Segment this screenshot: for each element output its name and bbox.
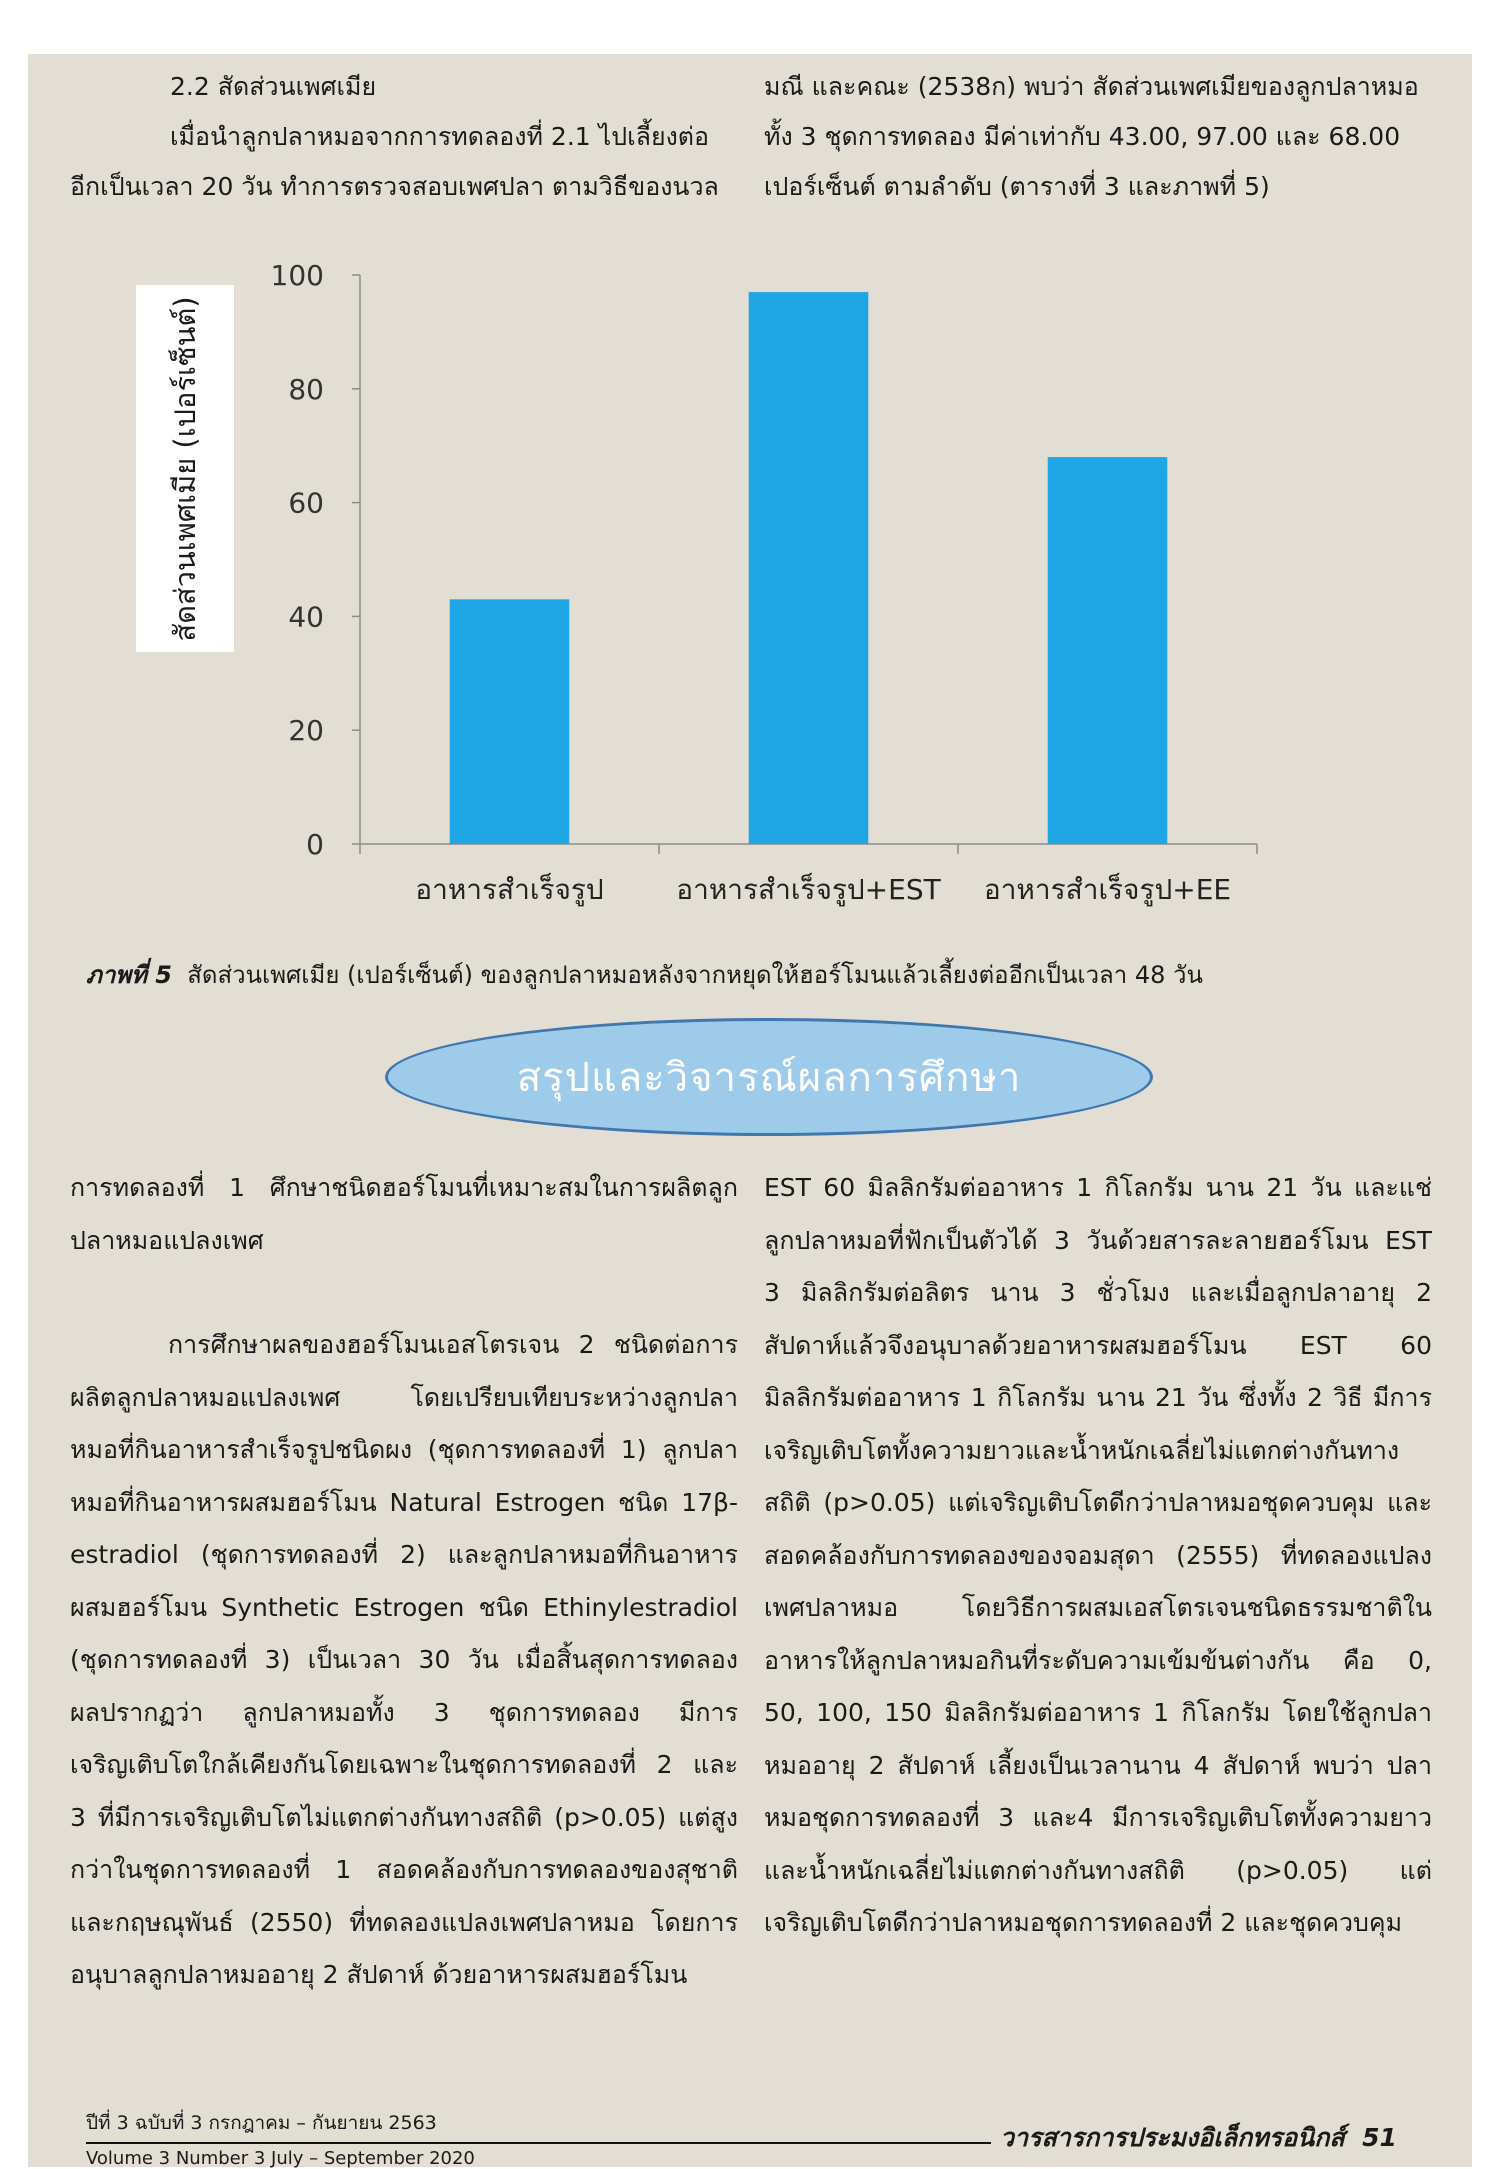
left-paragraph-1 [70, 1162, 738, 1267]
body-line: หมอที่กินอาหารผสมฮอร์โมน Natural Estrogen ชนิด 17β- [70, 1487, 738, 1517]
body-line: (ชุดการทดลองที่ 3) เป็นเวลา 30 วัน เมื่อสิ้นสุดการทดลอง [70, 1645, 738, 1674]
body-line: หมอชุดการทดลองที่ 3 และ4 มีการเจริญเติบโตทั้งความยาว [764, 1803, 1432, 1832]
body-line: เจริญเติบโตดีกว่าปลาหมอชุดการทดลองที่ 2 และชุดควบคุม [764, 1908, 1403, 1937]
body-line: สอดคล้องกับการทดลองของจอมสุดา (2555) ที่ทดลองแปลง [764, 1540, 1432, 1570]
y-tick-label: 40 [288, 600, 324, 634]
body-line: เพศปลาหมอ โดยวิธีการผสมเอสโตรเจนชนิดธรรมชาติใน [764, 1593, 1432, 1622]
bar [749, 292, 869, 844]
y-axis-label-box [136, 285, 234, 652]
figure-caption [86, 955, 1203, 994]
body-line: การทดลองที่ 1 ศึกษาชนิดฮอร์โมนที่เหมาะสมในการผลิตลูก [70, 1173, 738, 1202]
body-line: หมอที่กินอาหารสำเร็จรูปชนิดผง (ชุดการทดลองที่ 1) ลูกปลา [70, 1435, 738, 1464]
body-line: อนุบาลลูกปลาหมออายุ 2 สัปดาห์ ด้วยอาหารผสมฮอร์โมน [70, 1960, 688, 1989]
x-tick-label: อาหารสำเร็จรูป [415, 873, 604, 906]
right-paragraph [764, 1162, 1432, 1950]
body-line: อาหารให้ลูกปลาหมอกินที่ระดับความเข้มข้นต่างกัน คือ 0, [764, 1645, 1432, 1675]
x-tick-label: อาหารสำเร็จรูป+EST [676, 873, 941, 906]
body-line: สัปดาห์แล้วจึงอนุบาลด้วยอาหารผสมฮอร์โมน EST 60 [764, 1330, 1432, 1360]
body-line: กว่าในชุดการทดลองที่ 1 สอดคล้องกับการทดลองของสุชาติ [70, 1855, 738, 1884]
body-line: และน้ำหนักเฉลี่ยไม่แตกต่างกันทางสถิติ (p>0.05) แต่ [764, 1855, 1432, 1885]
y-tick-label: 20 [288, 714, 324, 748]
journal-name: วารสารการประมงอิเล็กทรอนิกส์ [1000, 2123, 1345, 2152]
y-tick-label: 100 [270, 259, 324, 292]
bar [450, 599, 570, 844]
footer-thai-issue: ปีที่ 3 ฉบับที่ 3 กรกฎาคม – กันยายน 2563 [86, 2112, 437, 2134]
body-line: EST 60 มิลลิกรัมต่ออาหาร 1 กิโลกรัม นาน 21 วัน และแช่ [764, 1173, 1432, 1202]
section-banner [385, 1018, 1153, 1136]
body-line: อีกเป็นเวลา 20 วัน ทำการตรวจสอบเพศปลา ตามวิธีของนวล [70, 172, 719, 201]
footer-english-issue: Volume 3 Number 3 July – September 2020 [86, 2148, 475, 2169]
body-line: ผลิตลูกปลาหมอแปลงเพศ โดยเปรียบเทียบระหว่างลูกปลา [70, 1382, 738, 1412]
body-line: ผลปรากฏว่า ลูกปลาหมอทั้ง 3 ชุดการทดลอง มีการ [70, 1697, 738, 1727]
y-tick-label: 0 [306, 828, 324, 861]
y-tick-label: 60 [288, 486, 324, 520]
y-tick-label: 80 [288, 372, 324, 406]
left-paragraph-2 [70, 1319, 738, 2002]
body-line: เจริญเติบโตใกล้เคียงกันโดยเฉพาะในชุดการทดลองที่ 2 และ [70, 1750, 738, 1779]
body-line: ผสมฮอร์โมน Synthetic Estrogen ชนิด Ethinylestradiol [70, 1592, 738, 1622]
caption-label: ภาพที่ 5 [86, 961, 172, 989]
body-line: และกฤษณุพันธ์ (2550) ที่ทดลองแปลงเพศปลาหมอ โดยการ [70, 1907, 738, 1937]
section-heading: 2.2 สัดส่วนเพศเมีย [170, 72, 377, 101]
body-line: มณี และคณะ (2538ก) พบว่า สัดส่วนเพศเมียของลูกปลาหมอ [764, 72, 1419, 101]
body-line: ลูกปลาหมอที่ฟักเป็นตัวได้ 3 วันด้วยสารละลายฮอร์โมน EST [764, 1225, 1432, 1255]
page-number: 51 [1362, 2123, 1397, 2152]
body-line: 3 มิลลิกรัมต่อลิตร นาน 3 ชั่วโมง และเมื่อลูกปลาอายุ 2 [764, 1278, 1432, 1307]
body-line: เจริญเติบโตทั้งความยาวและน้ำหนักเฉลี่ยไม่แตกต่างกันทาง [764, 1435, 1400, 1465]
body-line: มิลลิกรัมต่ออาหาร 1 กิโลกรัม นาน 21 วัน ซึ่งทั้ง 2 วิธี มีการ [764, 1383, 1432, 1412]
body-line: สถิติ (p>0.05) แต่เจริญเติบโตดีกว่าปลาหมอชุดควบคุม และ [764, 1488, 1432, 1517]
y-axis-label: สัดส่วนเพศเมีย (เปอร์เซ็นต์) [168, 295, 202, 642]
body-line: เปอร์เซ็นต์ ตามลำดับ (ตารางที่ 3 และภาพที่ 5) [764, 172, 1270, 201]
body-line: เมื่อนำลูกปลาหมอจากการทดลองที่ 2.1 ไปเลี้ยงต่อ [170, 122, 710, 151]
body-line: การศึกษาผลของฮอร์โมนเอสโตรเจน 2 ชนิดต่อการ [168, 1330, 738, 1359]
banner-title: สรุปและวิจารณ์ผลการศึกษา [516, 1055, 1022, 1101]
body-line: หมออายุ 2 สัปดาห์ เลี้ยงเป็นเวลานาน 4 สัปดาห์ พบว่า ปลา [764, 1750, 1432, 1780]
body-line: estradiol (ชุดการทดลองที่ 2) และลูกปลาหมอที่กินอาหาร [70, 1540, 738, 1569]
footer-journal [1000, 2118, 1397, 2158]
caption-text: สัดส่วนเพศเมีย (เปอร์เซ็นต์) ของลูกปลาหมอหลังจากหยุดให้ฮอร์โมนแล้วเลี้ยงต่ออีกเป็นเวลา 48 วัน [187, 961, 1203, 989]
bar [1048, 457, 1168, 844]
body-line: ทั้ง 3 ชุดการทดลอง มีค่าเท่ากับ 43.00, 97.00 และ 68.00 [764, 122, 1401, 151]
body-line: ปลาหมอแปลงเพศ [70, 1225, 264, 1255]
x-tick-label: อาหารสำเร็จรูป+EE [983, 873, 1232, 906]
body-line: 50, 100, 150 มิลลิกรัมต่ออาหาร 1 กิโลกรัม โดยใช้ลูกปลา [764, 1698, 1432, 1727]
footer-rule [86, 2142, 991, 2144]
body-line: 3 ที่มีการเจริญเติบโตไม่แตกต่างกันทางสถิติ (p>0.05) แต่สูง [70, 1802, 738, 1832]
